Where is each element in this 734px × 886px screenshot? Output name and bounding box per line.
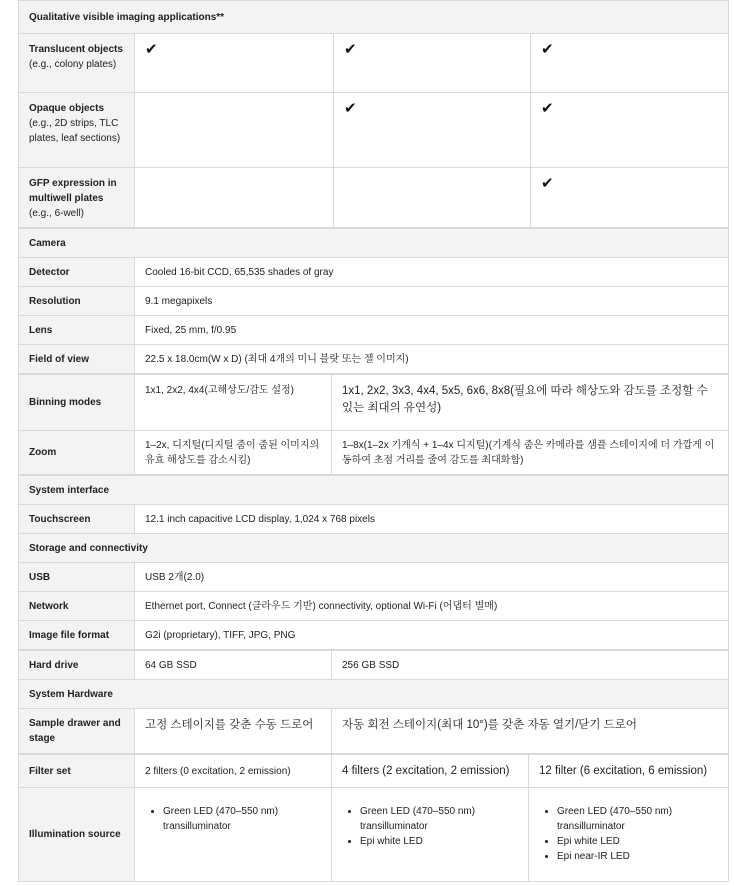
section-camera: Camera xyxy=(19,229,729,258)
label-hard-drive: Hard drive xyxy=(19,651,135,680)
value-zoom-1: 1–2x, 디지털(디지털 줌이 줌된 이미지의 유효 해상도를 감소시킴) xyxy=(135,431,332,475)
value-touchscreen: 12.1 inch capacitive LCD display, 1,024 x 768 pixels xyxy=(135,505,729,534)
check-icon: ✔ xyxy=(344,100,357,117)
list-item: • Green LED (470–550 nm) transilluminator xyxy=(163,804,321,834)
value-hard-drive-1: 64 GB SSD xyxy=(135,651,332,680)
label-touchscreen: Touchscreen xyxy=(19,505,135,534)
check-cell xyxy=(531,93,729,168)
value-illumination-1 xyxy=(135,788,332,882)
label-resolution: Resolution xyxy=(19,287,135,316)
check-cell xyxy=(135,34,334,93)
value-binning-2: 1x1, 2x2, 3x3, 4x4, 5x5, 6x6, 8x8(필요에 따라 해상도와 감도를 조정할 수 있는 최대의 유연성) xyxy=(332,375,729,431)
check-icon: ✔ xyxy=(541,175,554,192)
row-label-gfp: GFP expression in multiwell plates (e.g., 6-well) xyxy=(19,168,135,228)
check-icon: ✔ xyxy=(541,41,554,58)
list-item: • Green LED (470–550 nm) transilluminator xyxy=(557,804,718,834)
list-item: • Epi near-IR LED xyxy=(557,849,718,864)
list-item: • Epi white LED xyxy=(360,834,518,849)
check-cell xyxy=(334,93,531,168)
label-lens: Lens xyxy=(19,316,135,345)
value-sample-drawer-2: 자동 회전 스테이지(최대 10°)를 갖춘 자동 열기/닫기 드로어 xyxy=(332,709,729,754)
check-icon: ✔ xyxy=(145,41,158,58)
value-network: Ethernet port, Connect (클라우드 기반) connectivity, optional Wi-Fi (어댑터 별매) xyxy=(135,592,729,621)
label-sample-drawer: Sample drawer and stage xyxy=(19,709,135,754)
label-zoom: Zoom xyxy=(19,431,135,475)
value-zoom-2: 1–8x(1–2x 기계식 + 1–4x 디지털)(기계식 줌은 카메라를 샘플 스테이지에 더 가깝게 이동하여 초점 거리를 줄여 감도를 최대화함) xyxy=(332,431,729,475)
section-system-interface: System interface xyxy=(19,476,729,505)
value-usb: USB 2개(2.0) xyxy=(135,563,729,592)
value-lens: Fixed, 25 mm, f/0.95 xyxy=(135,316,729,345)
list-item: • Epi white LED xyxy=(557,834,718,849)
value-filter-set-1: 2 filters (0 excitation, 2 emission) xyxy=(135,755,332,788)
value-sample-drawer-1: 고정 스테이지를 갖춘 수동 드로어 xyxy=(135,709,332,754)
value-illumination-3 xyxy=(529,788,729,882)
label-illumination: Illumination source xyxy=(19,788,135,882)
value-field-of-view: 22.5 x 18.0cm(W x D) (최대 4개의 미니 블랏 또는 젤 이미지) xyxy=(135,345,729,374)
row-label-translucent: Translucent objects (e.g., colony plates) xyxy=(19,34,135,93)
value-filter-set-2: 4 filters (2 excitation, 2 emission) xyxy=(332,755,529,788)
label-field-of-view: Field of view xyxy=(19,345,135,374)
value-image-format: G2i (proprietary), TIFF, JPG, PNG xyxy=(135,621,729,650)
section-system-hardware: System Hardware xyxy=(19,680,729,709)
row-label-opaque: Opaque objects (e.g., 2D strips, TLC plates, leaf sections) xyxy=(19,93,135,168)
check-cell xyxy=(334,34,531,93)
check-cell xyxy=(135,93,334,168)
label-network: Network xyxy=(19,592,135,621)
label-filter-set: Filter set xyxy=(19,755,135,788)
label-binning: Binning modes xyxy=(19,375,135,431)
check-cell xyxy=(334,168,531,228)
value-hard-drive-2: 256 GB SSD xyxy=(332,651,729,680)
check-cell xyxy=(531,34,729,93)
value-illumination-2 xyxy=(332,788,529,882)
spec-table-top xyxy=(18,0,728,882)
label-usb: USB xyxy=(19,563,135,592)
section-storage: Storage and connectivity xyxy=(19,534,729,563)
label-detector: Detector xyxy=(19,258,135,287)
check-cell xyxy=(135,168,334,228)
value-resolution: 9.1 megapixels xyxy=(135,287,729,316)
check-cell xyxy=(531,168,729,228)
check-icon: ✔ xyxy=(344,41,357,58)
value-filter-set-3: 12 filter (6 excitation, 6 emission) xyxy=(529,755,729,788)
check-icon: ✔ xyxy=(541,100,554,117)
label-image-format: Image file format xyxy=(19,621,135,650)
section-qualitative: Qualitative visible imaging applications** xyxy=(19,1,729,34)
list-item: • Green LED (470–550 nm) transilluminator xyxy=(360,804,518,834)
value-binning-1: 1x1, 2x2, 4x4(고해상도/감도 설정) xyxy=(135,375,332,431)
value-detector: Cooled 16-bit CCD, 65,535 shades of gray xyxy=(135,258,729,287)
